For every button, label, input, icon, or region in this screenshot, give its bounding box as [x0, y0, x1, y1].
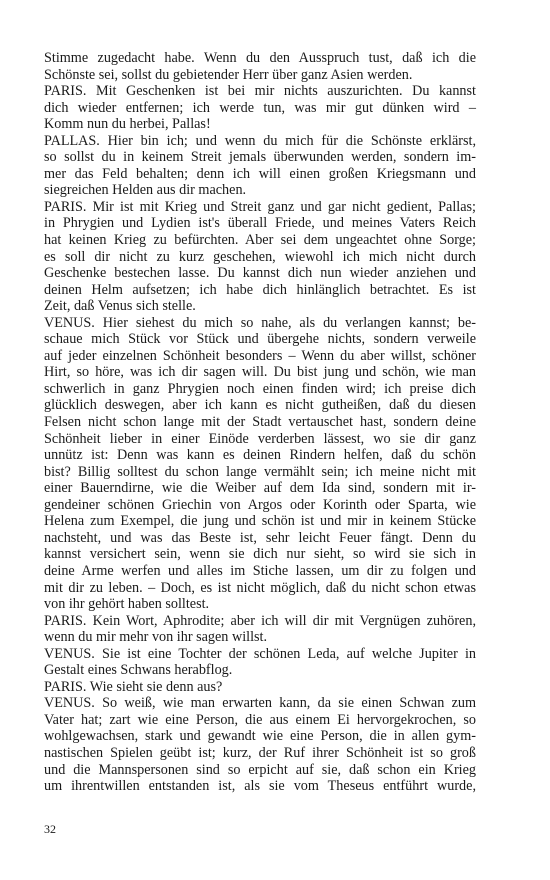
text-line: Vater hat; zart wie eine Person, die aus einem Ei hervorgekrochen, so — [44, 711, 476, 728]
text-line: PARIS. Mit Geschenken ist bei mir nichts auszurichten. Du kannst — [44, 83, 476, 100]
text-line: Schönheit lieber in einer Einöde verderben lässest, wo sie dir ganz — [44, 430, 476, 447]
text-line: Gestalt eines Schwans herabflog. — [44, 662, 233, 679]
text-line: VENUS. So weiß, wie man erwarten kann, da sie einen Schwan zum — [44, 695, 476, 712]
text-line: glücklich deswegen, aber ich kann es nicht gutheißen, daß du diesen — [44, 397, 476, 414]
text-line: wenn du mir mehr von ihr sagen willst. — [44, 629, 268, 646]
text-line: dich wieder entfernen; ich werde tun, was mir gut dünken wird – — [44, 99, 476, 116]
text-line: auf jeder einzelnen Schönheit besonders – Wenn du aber willst, schöner — [44, 347, 476, 364]
text-line: Hirt, so höre, was ich dir sagen will. Du bist jung und schön, wie man — [44, 364, 476, 381]
text-line: deinen Helm aufsetzen; ich habe dich hinlänglich betrachtet. Es ist — [44, 281, 476, 298]
text-line: schaue mich Stück vor Stück und übergehe nichts, sondern verweile — [44, 331, 476, 348]
text-line: von ihr gehört haben solltest. — [44, 596, 210, 613]
text-line: es soll dir nicht zu kurz geschehen, wiewohl ich mich nicht durch — [44, 248, 476, 265]
text-line: so sollst du in keinem Streit jemals überwunden werden, sondern im- — [44, 149, 476, 166]
text-line: mit dir zu leben. – Doch, es ist nicht möglich, daß du nicht schon etwas — [44, 579, 476, 596]
text-line: nastischen Spielen geübt ist; kurz, der Ruf ihrer Schönheit ist so groß — [44, 744, 476, 761]
text-line: einer Bauerndirne, wie die Weiber auf dem Ida sind, sondern mit ir- — [44, 480, 476, 497]
text-line: hat keinen Krieg zu befürchten. Aber sei dem ungeachtet ohne Sorge; — [44, 232, 476, 249]
text-line: PALLAS. Hier bin ich; und wenn du mich für die Schönste erklärst, — [44, 132, 476, 149]
text-line: nachsteht, und was das Beste ist, sehr leicht Feuer fängt. Denn du — [44, 529, 476, 546]
page-number: 32 — [44, 822, 56, 836]
text-line: bist? Billig solltest du schon lange vermählt sein; ich meine nicht mit — [44, 463, 476, 480]
text-line: gendeiner schönen Griechin von Argos oder Korinth oder Sparta, wie — [44, 496, 476, 513]
text-line: deine Arme werfen und alles im Stiche lassen, um dir zu folgen und — [44, 562, 476, 579]
text-line: unnütz ist: Denn was kann es deinen Rindern helfen, daß du schön — [44, 447, 476, 464]
text-line: siegreichen Helden aus dir machen. — [44, 182, 247, 199]
text-line: VENUS. Hier siehest du mich so nahe, als du verlangen kannst; be- — [44, 314, 476, 331]
text-line: Zeit, daß Venus sich stelle. — [44, 298, 196, 315]
text-line: mer das Feld behalten; denn ich will einen großen Kriegsmann und — [44, 165, 476, 182]
text-line: um ihrentwillen entstanden ist, als sie vom Theseus entführt wurde, — [44, 778, 476, 795]
text-line: PARIS. Mir ist mit Krieg und Streit ganz und gar nicht gedient, Pallas; — [44, 198, 476, 215]
text-line: Schönste sei, sollst du gebietender Herr über ganz Asien werden. — [44, 66, 413, 83]
text-line: Geschenke bestechen lasse. Du kannst dich nun wieder anziehen und — [44, 265, 476, 282]
body-text — [44, 50, 476, 795]
text-line: und die Mannspersonen sind so erpicht auf sie, daß schon ein Krieg — [44, 761, 476, 778]
text-line: Komm nun du herbei, Pallas! — [44, 116, 211, 133]
text-line: schwerlich in ganz Phrygien noch einen finden wird; ich preise dich — [44, 380, 476, 397]
text-line: kannst versichert sein, wenn sie dich nur sieht, so wird sie sich in — [44, 546, 476, 563]
text-line: Felsen nicht schon lange mit der Stadt vertauschet hast, sondern deine — [44, 414, 476, 431]
text-line: Stimme zugedacht habe. Wenn du den Ausspruch tust, daß ich die — [44, 50, 476, 66]
text-line: PARIS. Wie sieht sie denn aus? — [44, 678, 223, 695]
text-line: VENUS. Sie ist eine Tochter der schönen Leda, auf welche Jupiter in — [44, 645, 476, 662]
text-line: wohlgewachsen, stark und gewandt wie eine Person, die in allen gym- — [44, 728, 476, 745]
text-line: PARIS. Kein Wort, Aphrodite; aber ich will dir mit Vergnügen zuhören, — [44, 612, 476, 629]
text-line: in Phrygien und Lydien ist's überall Friede, und meines Vaters Reich — [44, 215, 476, 232]
text-line: Helena zum Exempel, die jung und schön ist und mir in keinem Stücke — [44, 513, 476, 530]
